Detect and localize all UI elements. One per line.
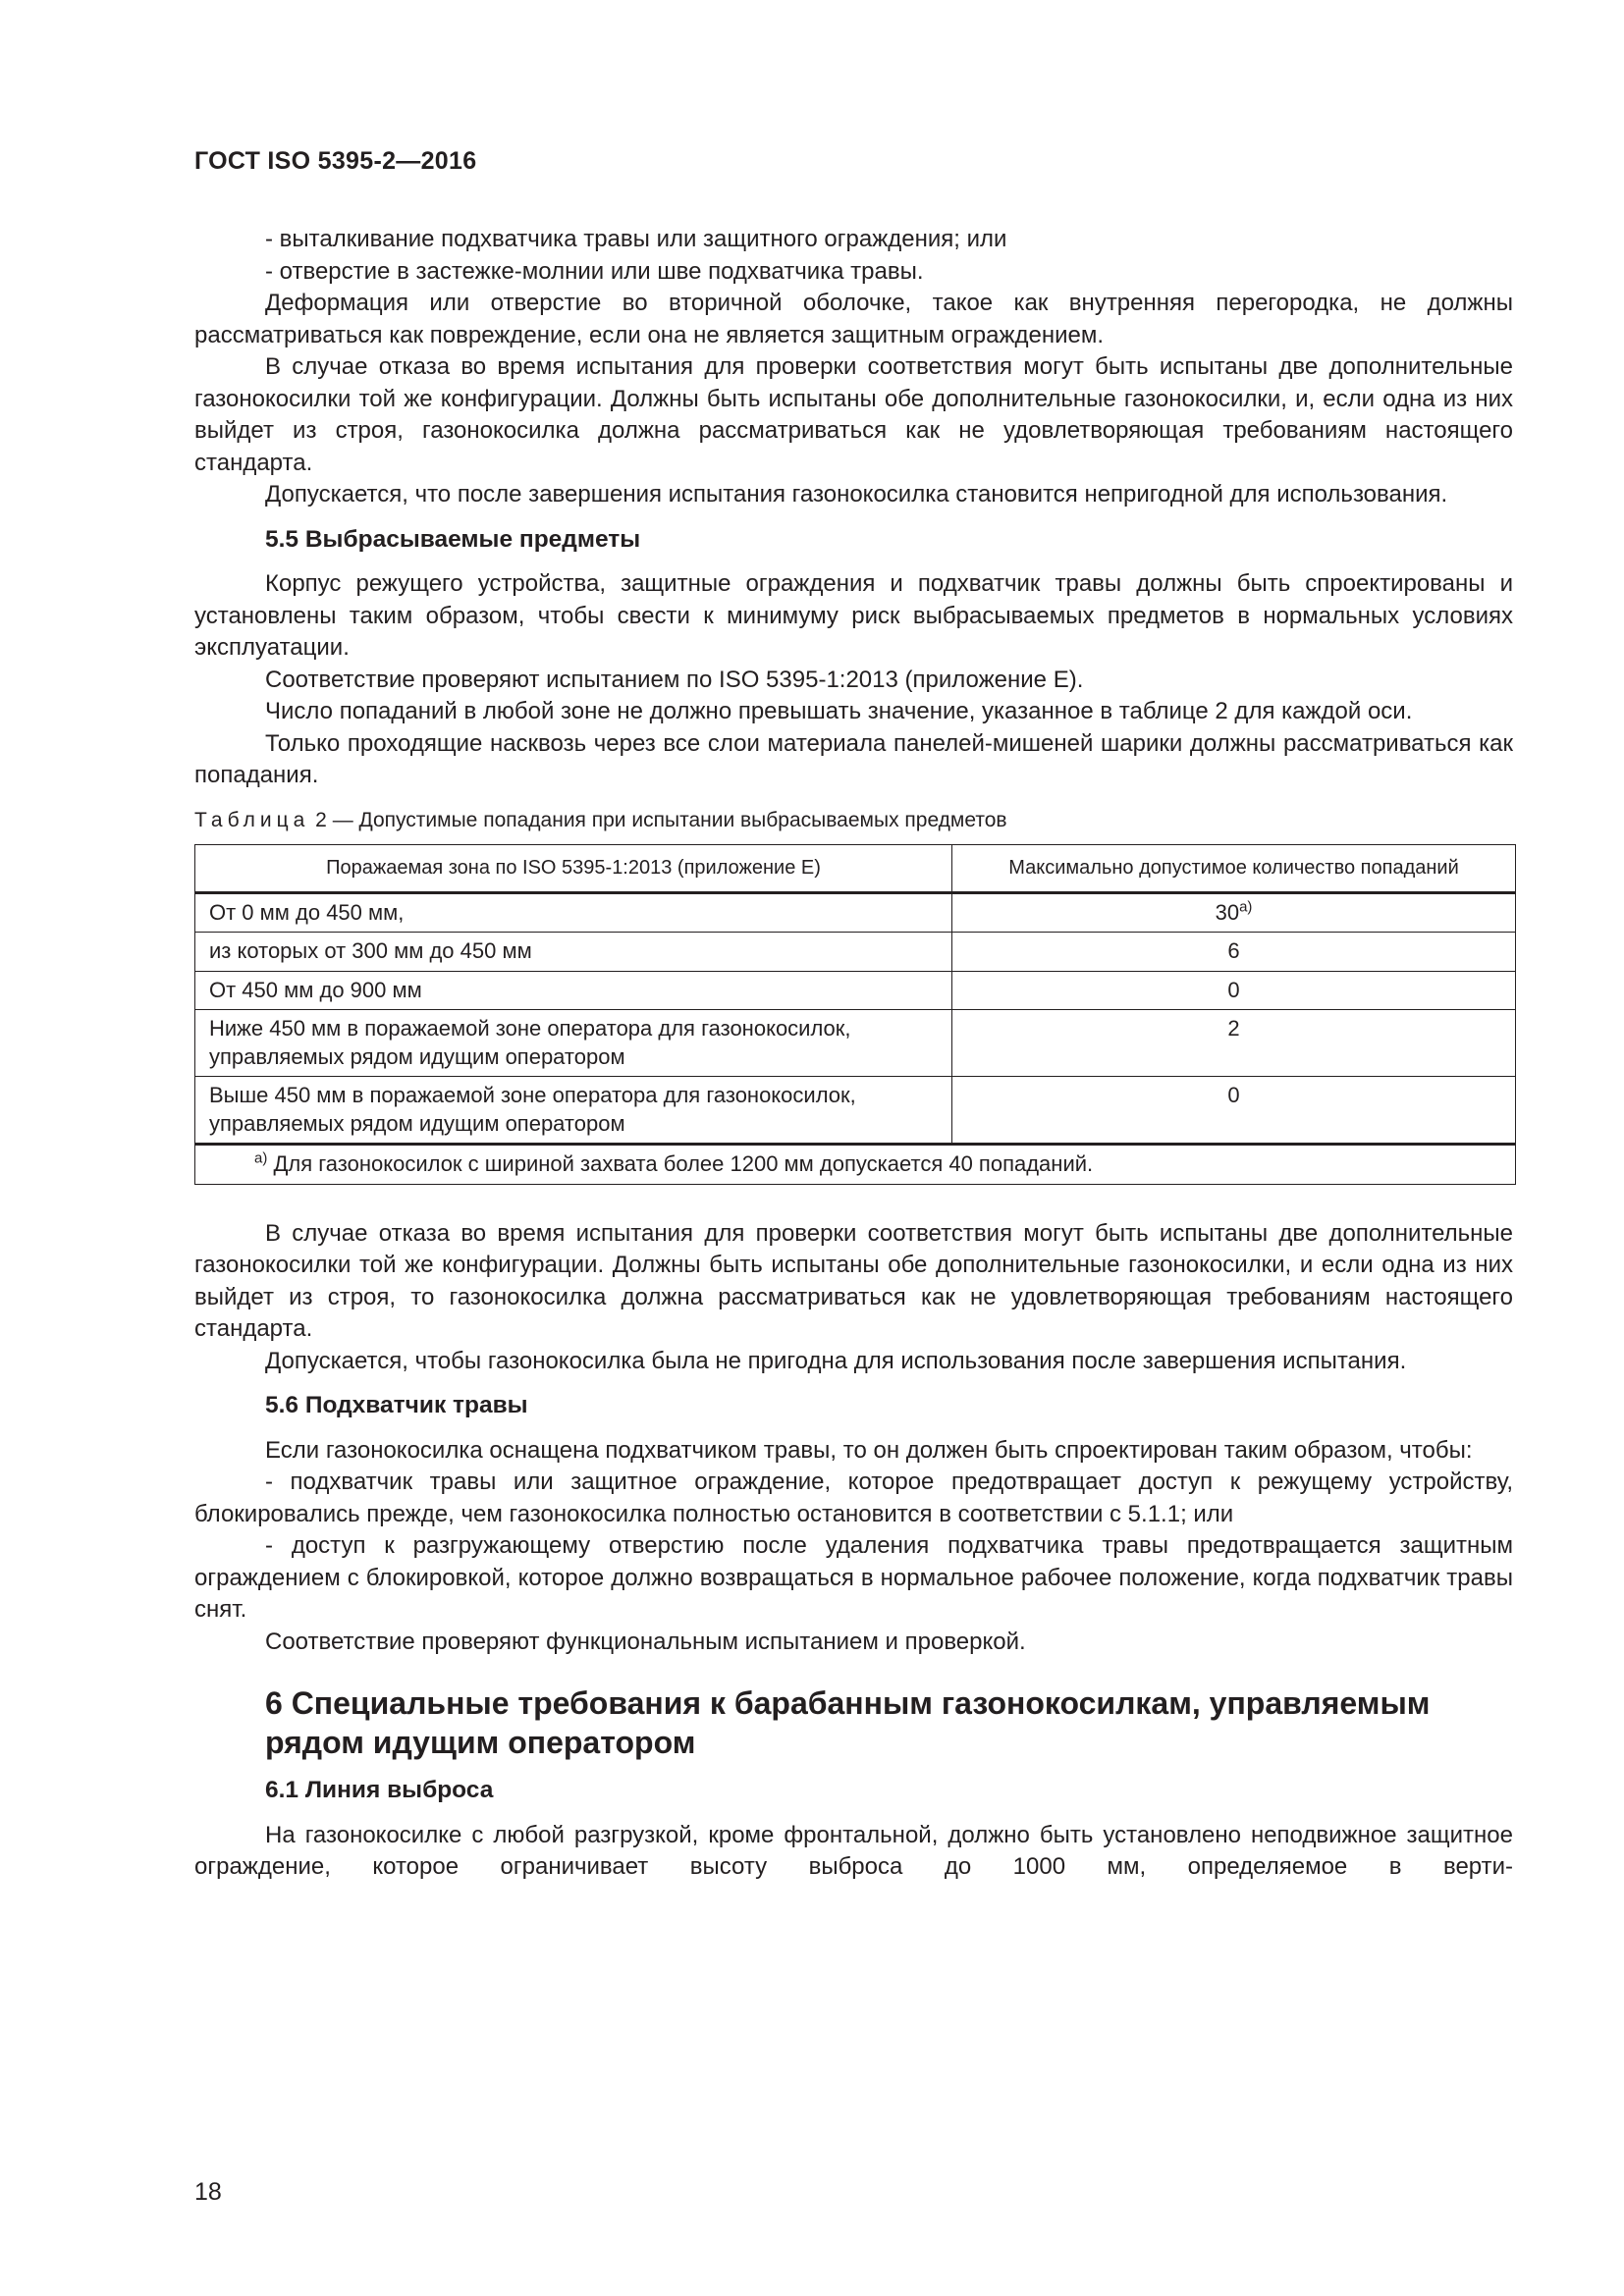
table-row: [195, 1077, 1516, 1145]
intro-paragraph: Допускается, что после завершения испытания газонокосилка становится непригодной для использования.: [265, 481, 1448, 507]
intro-paragraph: В случае отказа во время испытания для проверки соответствия могут быть испытаны две дополнительные газонокосилки той же конфигурации. Должны быть испытаны обе дополнительные газонокосилки, и, если одна из них выйдет из строя, газонокосилка должна рассматриваться как не удовлетворяющая требованиям настоящего стандарта.: [194, 353, 1513, 476]
value-text: 30: [1215, 899, 1240, 925]
section-paragraph: Только проходящие насквозь через все слои материала панелей-мишеней шарики должны рассматриваться как попадания.: [194, 729, 1513, 788]
section-heading-5-5: 5.5 Выбрасываемые предметы: [265, 525, 641, 553]
section-heading-6-1: 6.1 Линия выброса: [265, 1777, 494, 1803]
table-caption-word: Таблица: [194, 808, 310, 831]
section-paragraph: Допускается, чтобы газонокосилка была не пригодна для использования после завершения испытания.: [265, 1347, 1407, 1374]
page-number: 18: [194, 2178, 222, 2206]
section-paragraph: Соответствие проверяют испытанием по ISO 5395-1:2013 (приложение Е).: [265, 666, 1084, 693]
zone-cell: От 0 мм до 450 мм,: [195, 892, 952, 933]
table-caption: [194, 805, 1513, 837]
table-row: [195, 933, 1516, 972]
zone-cell: из которых от 300 мм до 450 мм: [195, 933, 952, 972]
section-paragraph: - подхватчик травы или защитное ограждение, которое предотвращает доступ к режущему устройству, блокировались прежде, чем газонокосилка полностью остановится в соответствии с 5.1.1; или: [194, 1468, 1513, 1527]
section-paragraph: Соответствие проверяют функциональным испытанием и проверкой.: [265, 1628, 1026, 1655]
section-heading-6: 6 Специальные требования к барабанным газонокосилкам, управляемым рядом идущим оператором: [265, 1685, 1431, 1760]
section-paragraph: - доступ к разгружающему отверстию после удаления подхватчика травы предотвращается защитным ограждением с блокировкой, которое должно возвращаться в нормальное рабочее положение, когда подхватчик травы снят.: [194, 1532, 1513, 1623]
section-paragraph: Если газонокосилка оснащена подхватчиком травы, то он должен быть спроектирован таким образом, чтобы:: [265, 1436, 1473, 1464]
zone-cell: От 450 мм до 900 мм: [195, 971, 952, 1010]
table-footnote: [195, 1145, 1516, 1185]
hits-table: [194, 844, 1516, 1185]
value-cell: 6: [952, 933, 1516, 972]
table-caption-text: 2 — Допустимые попадания при испытании выбрасываемых предметов: [309, 808, 1007, 831]
page-content: [194, 224, 1513, 1884]
intro-paragraph: - выталкивание подхватчика травы или защитного ограждения; или: [265, 226, 1007, 252]
zone-cell: Выше 450 мм в поражаемой зоне оператора для газонокосилок, управляемых рядом идущим оператором: [195, 1077, 952, 1145]
footnote-mark: a): [254, 1149, 268, 1167]
table-header-zone: Поражаемая зона по ISO 5395-1:2013 (приложение Е): [195, 845, 952, 893]
table-row: [195, 892, 1516, 933]
document-header: ГОСТ ISO 5395-2—2016: [194, 147, 477, 175]
zone-cell: Ниже 450 мм в поражаемой зоне оператора для газонокосилок, управляемых рядом идущим оператором: [195, 1010, 952, 1077]
section-paragraph: Число попаданий в любой зоне не должно превышать значение, указанное в таблице 2 для каждой оси.: [265, 698, 1413, 724]
table-header-max-hits: Максимально допустимое количество попаданий: [952, 845, 1516, 893]
footnote-ref: a): [1239, 898, 1253, 916]
table-row: [195, 971, 1516, 1010]
section-heading-5-6: 5.6 Подхватчик травы: [265, 1392, 528, 1418]
section-paragraph: Корпус режущего устройства, защитные ограждения и подхватчик травы должны быть спроектированы и установлены таким образом, чтобы свести к минимуму риск выбрасываемых предметов в нормальных условиях эксплуатации.: [194, 570, 1513, 661]
intro-paragraph: Деформация или отверстие во вторичной оболочке, такое как внутренняя перегородка, не должны рассматриваться как повреждение, если она не является защитным ограждением.: [194, 290, 1513, 348]
value-cell: [952, 892, 1516, 933]
value-cell: 0: [952, 971, 1516, 1010]
value-cell: 2: [952, 1010, 1516, 1077]
value-cell: 0: [952, 1077, 1516, 1145]
table-footnote-row: [195, 1145, 1516, 1185]
section-paragraph: На газонокосилке с любой разгрузкой, кроме фронтальной, должно быть установлено неподвижное защитное ограждение, которое ограничивает высоту выброса до 1000 мм, определяемое в верти-: [194, 1821, 1513, 1880]
section-paragraph: В случае отказа во время испытания для проверки соответствия могут быть испытаны две дополнительные газонокосилки той же конфигурации. Должны быть испытаны обе дополнительные газонокосилки, и если одна из них выйдет из строя, то газонокосилка должна рассматриваться как не удовлетворяющая требованиям настоящего стандарта.: [194, 1219, 1513, 1342]
intro-paragraph: - отверстие в застежке-молнии или шве подхватчика травы.: [265, 257, 924, 285]
footnote-text: Для газонокосилок с шириной захвата более 1200 мм допускается 40 попаданий.: [267, 1151, 1094, 1176]
table-row: [195, 1010, 1516, 1077]
